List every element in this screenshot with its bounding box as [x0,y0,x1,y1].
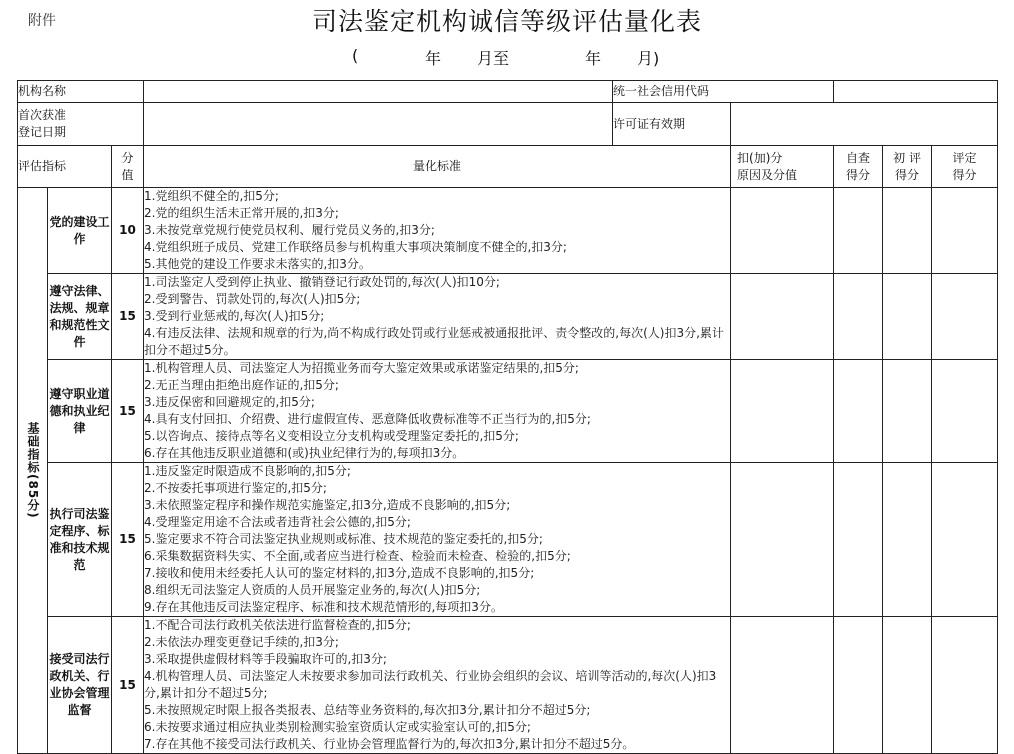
self-score-cell[interactable] [834,360,883,463]
criteria-cell [144,360,731,463]
score-cell: 10 [112,188,144,274]
first-reg-label-line1: 首次获准 [18,108,67,122]
score-cell: 15 [112,274,144,360]
deduct-header [731,146,834,188]
first-reg-field[interactable] [144,103,613,146]
indicator-cell: 执行司法鉴定程序、标准和技术规范 [48,463,112,617]
initial-score-cell[interactable] [883,274,932,360]
score-cell: 15 [112,463,144,617]
period-close: 月) [637,49,660,68]
initial-score-cell[interactable] [883,617,932,754]
self-score-header-line2: 得分 [846,167,871,182]
org-name-row [18,81,998,103]
initial-score-cell[interactable] [883,360,932,463]
final-score-header [932,146,998,188]
criteria-item: 1.司法鉴定人受到停止执业、撤销登记行政处罚的,每次(人)扣10分; [144,275,500,289]
table-row [18,188,998,274]
self-score-cell[interactable] [834,188,883,274]
criteria-item: 8.组织无司法鉴定人资质的人员开展鉴定业务的,每次(人)扣5分; [144,583,481,597]
credit-code-field[interactable] [834,81,998,103]
self-score-header [834,146,883,188]
criteria-item: 4.具有支付回扣、介绍费、进行虚假宣传、恶意降低收费标准等不正当行为的,扣5分; [144,412,591,426]
self-score-cell[interactable] [834,274,883,360]
license-valid-label: 许可证有效期 [613,103,731,146]
criteria-item: 6.采集数据资料失实、不全面,或者应当进行检查、检验而未检查、检验的,扣5分; [144,549,571,563]
criteria-item: 1.不配合司法行政机关依法进行监督检查的,扣5分; [144,618,411,632]
final-score-cell[interactable] [932,463,998,617]
deduct-cell[interactable] [731,274,834,360]
license-valid-field[interactable] [731,103,998,146]
initial-score-header-line2: 得分 [895,167,920,182]
score-cell: 15 [112,360,144,463]
indicator-cell: 遵守法律、法规、规章和规范性文件 [48,274,112,360]
category-label: 基础指标(85分) [26,422,40,519]
final-score-header-line2: 得分 [952,167,977,182]
org-name-label: 机构名称 [18,81,144,103]
criteria-item: 2.党的组织生活未正常开展的,扣3分; [144,206,339,220]
criteria-cell [144,274,731,360]
criteria-item: 4.受理鉴定用途不合法或者违背社会公德的,扣5分; [144,515,411,529]
attachment-label: 附件 [28,13,56,29]
criteria-item: 3.受到行业惩戒的,每次(人)扣5分; [144,309,325,323]
criteria-item: 3.未依照鉴定程序和操作规范实施鉴定,扣3分,造成不良影响的,扣5分; [144,498,511,512]
criteria-item: 1.违反鉴定时限造成不良影响的,扣5分; [144,464,351,478]
column-header-row [18,146,998,188]
criteria-item: 2.未依法办理变更登记手续的,扣3分; [144,635,339,649]
criteria-item: 5.以咨询点、接待点等名义变相设立分支机构或受理鉴定委托的,扣5分; [144,429,519,443]
initial-score-cell[interactable] [883,463,932,617]
initial-score-header-line1: 初 评 [893,150,921,165]
score-header [112,146,144,188]
final-score-cell[interactable] [932,188,998,274]
table-row [18,617,998,754]
registration-row [18,103,998,146]
criteria-item: 3.违反保密和回避规定的,扣5分; [144,395,315,409]
standard-header: 量化标准 [144,146,731,188]
period-year-start: 年 [425,49,442,68]
criteria-cell [144,617,731,754]
indicator-cell: 遵守职业道德和执业纪律 [48,360,112,463]
deduct-cell[interactable] [731,188,834,274]
criteria-item: 7.存在其他不接受司法行政机关、行业协会管理监督行为的,每次扣3分,累计扣分不超过5分。 [144,737,635,751]
final-score-cell[interactable] [932,360,998,463]
criteria-item: 5.鉴定要求不符合司法鉴定执业规则或标准、技术规范的鉴定委托的,扣5分; [144,532,543,546]
criteria-item: 5.其他党的建设工作要求未落实的,扣3分。 [144,257,371,271]
criteria-item: 1.党组织不健全的,扣5分; [144,189,279,203]
final-score-header-line1: 评定 [952,150,977,165]
deduct-header-line1: 扣(加)分 [737,150,783,165]
period-year-end: 年 [585,49,602,68]
criteria-item: 6.未按要求通过相应执业类别检测实验室资质认定或实验室认可的,扣5分; [144,720,531,734]
criteria-item: 2.受到警告、罚款处罚的,每次(人)扣5分; [144,292,361,306]
criteria-item: 4.党组织班子成员、党建工作联络员参与机构重大事项决策制度不健全的,扣3分; [144,240,567,254]
period-month-to: 月至 [477,49,510,68]
indicator-cell: 接受司法行政机关、行业协会管理监督 [48,617,112,754]
page-title: 司法鉴定机构诚信等级评估量化表 [311,7,702,36]
score-header-line1: 分 [121,150,134,165]
table-row [18,463,998,617]
score-header-line2: 值 [121,167,134,182]
final-score-cell[interactable] [932,617,998,754]
table-row [18,274,998,360]
criteria-item: 2.不按委托事项进行鉴定的,扣5分; [144,481,327,495]
criteria-item: 3.未按党章党规行使党员权利、履行党员义务的,扣3分; [144,223,435,237]
self-score-header-line1: 自查 [846,150,871,165]
period-open: ( [352,46,359,65]
first-reg-label [18,103,144,146]
deduct-cell[interactable] [731,463,834,617]
self-score-cell[interactable] [834,617,883,754]
indicator-cell: 党的建设工作 [48,188,112,274]
criteria-cell [144,188,731,274]
criteria-item: 2.无正当理由拒绝出庭作证的,扣5分; [144,378,339,392]
criteria-item: 4.机构管理人员、司法鉴定人未按要求参加司法行政机关、行业协会组织的会议、培训等活动的,每次(人)扣3分,累计扣分不超过5分; [144,669,717,700]
org-name-field[interactable] [144,81,613,103]
criteria-cell [144,463,731,617]
criteria-item: 3.采取提供虚假材料等手段骗取许可的,扣3分; [144,652,387,666]
initial-score-cell[interactable] [883,188,932,274]
self-score-cell[interactable] [834,463,883,617]
criteria-item: 5.未按照规定时限上报各类报表、总结等业务资料的,每次扣3分,累计扣分不超过5分; [144,703,591,717]
credit-code-label: 统一社会信用代码 [613,81,834,103]
criteria-item: 9.存在其他违反司法鉴定程序、标准和技术规范情形的,每项扣3分。 [144,600,503,614]
table-row [18,360,998,463]
initial-score-header [883,146,932,188]
deduct-header-line2: 原因及分值 [737,167,798,182]
final-score-cell[interactable] [932,274,998,360]
criteria-item: 7.接收和使用未经委托人认可的鉴定材料的,扣3分,造成不良影响的,扣5分; [144,566,535,580]
category-cell [18,188,48,754]
criteria-item: 4.有违反法律、法规和规章的行为,尚不构成行政处罚或行业惩戒被通报批评、责令整改的,每次(人)扣3分,累计扣分不超过5分。 [144,326,724,357]
criteria-item: 6.存在其他违反职业道德和(或)执业纪律行为的,每项扣3分。 [144,446,465,460]
indicator-header: 评估指标 [18,146,112,188]
deduct-cell[interactable] [731,617,834,754]
score-cell: 15 [112,617,144,754]
deduct-cell[interactable] [731,360,834,463]
first-reg-label-line2: 登记日期 [18,125,67,139]
criteria-item: 1.机构管理人员、司法鉴定人为招揽业务而夸大鉴定效果或承诺鉴定结果的,扣5分; [144,361,579,375]
evaluation-table [17,80,998,754]
